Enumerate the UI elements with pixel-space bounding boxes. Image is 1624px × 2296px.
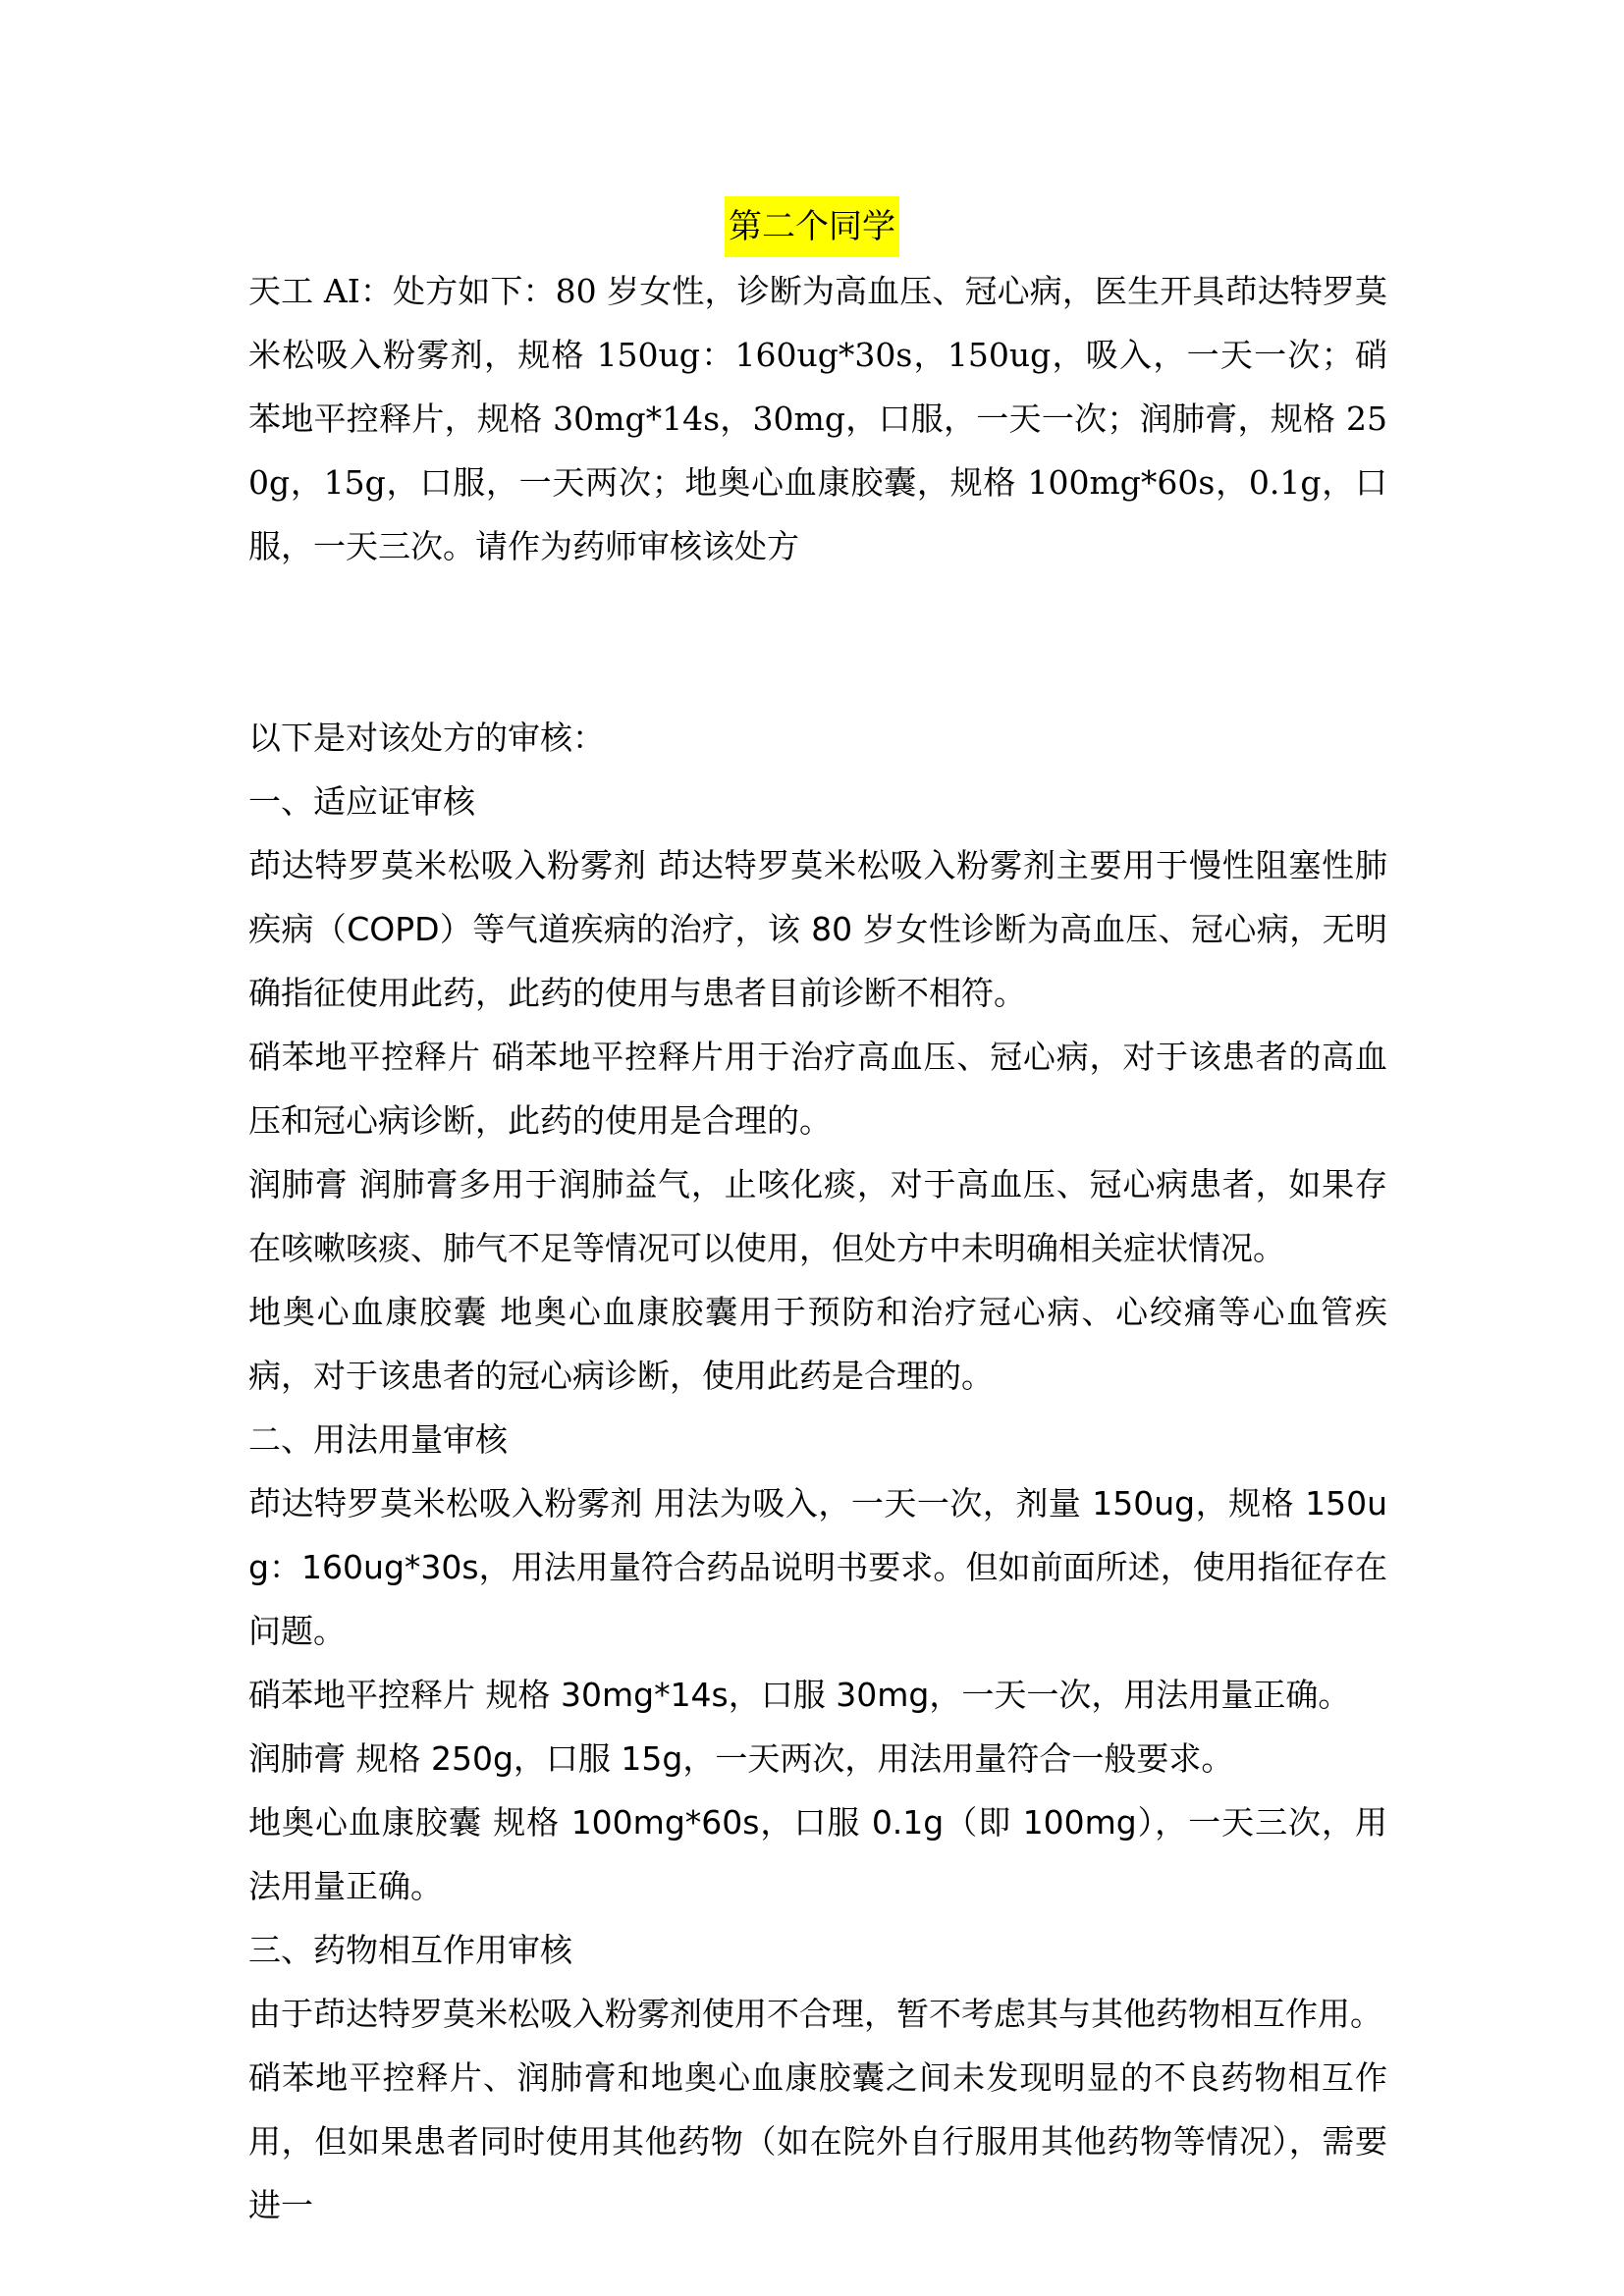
- review-intro: 以下是对该处方的审核：: [248, 719, 605, 757]
- review-paragraph: 茚达特罗莫米松吸入粉雾剂 茚达特罗莫米松吸入粉雾剂主要用于慢性阻塞性肺疾病（COPD）等气道疾病的治疗，该 80 岁女性诊断为高血压、冠心病，无明确指征使用此药，此药的使用与患者目前诊断不相符。: [248, 846, 1387, 1012]
- document-body: [248, 259, 1387, 2237]
- review-paragraph: 硝苯地平控释片、润肺膏和地奥心血康胶囊之间未发现明显的不良药物相互作用，但如果患者同时使用其他药物（如在院外自行服用其他药物等情况），需要进一: [248, 2058, 1387, 2224]
- review-paragraph: 硝苯地平控释片 规格 30mg*14s，口服 30mg，一天一次，用法用量正确。: [248, 1676, 1351, 1714]
- review-paragraph: 由于茚达特罗莫米松吸入粉雾剂使用不合理，暂不考虑其与其他药物相互作用。: [248, 1995, 1382, 2033]
- review-paragraph: 润肺膏 润肺膏多用于润肺益气，止咳化痰，对于高血压、冠心病患者，如果存在咳嗽咳痰、肺气不足等情况可以使用，但处方中未明确相关症状情况。: [248, 1165, 1387, 1267]
- review-paragraph: 润肺膏 规格 250g，口服 15g，一天两次，用法用量符合一般要求。: [248, 1739, 1234, 1778]
- review-paragraph: 硝苯地平控释片 硝苯地平控释片用于治疗高血压、冠心病，对于该患者的高血压和冠心病诊断，此药的使用是合理的。: [248, 1038, 1387, 1140]
- review-section: [248, 706, 1387, 2237]
- prompt-paragraph: 天工 AI：处方如下：80 岁女性，诊断为高血压、冠心病，医生开具茚达特罗莫米松吸入粉雾剂，规格 150ug：160ug*30s，150ug，吸入，一天一次；硝苯地平控释片，规格 30mg*14s，30mg，口服，一天一次；润肺膏，规格 250g，15g，口服，一天两次；地奥心血康胶囊，规格 100mg*60s，0.1g，口服，一天三次。请作为药师审核该处方: [248, 272, 1387, 565]
- review-paragraph: 茚达特罗莫米松吸入粉雾剂 用法为吸入，一天一次，剂量 150ug，规格 150ug：160ug*30s，用法用量符合药品说明书要求。但如前面所述，使用指征存在问题。: [248, 1484, 1387, 1650]
- paragraph-gap: [248, 578, 1387, 706]
- section-heading-dosage: 二、用法用量审核: [248, 1420, 508, 1459]
- section-heading-interaction: 三、药物相互作用审核: [248, 1931, 572, 1969]
- review-paragraph: 地奥心血康胶囊 地奥心血康胶囊用于预防和治疗冠心病、心绞痛等心血管疾病，对于该患者的冠心病诊断，使用此药是合理的。: [248, 1293, 1387, 1395]
- review-paragraph: 地奥心血康胶囊 规格 100mg*60s，口服 0.1g（即 100mg），一天三次，用法用量正确。: [248, 1803, 1387, 1905]
- page-title: 第二个同学: [725, 196, 899, 257]
- section-heading-indication: 一、适应证审核: [248, 782, 475, 821]
- title-block: [0, 196, 1624, 257]
